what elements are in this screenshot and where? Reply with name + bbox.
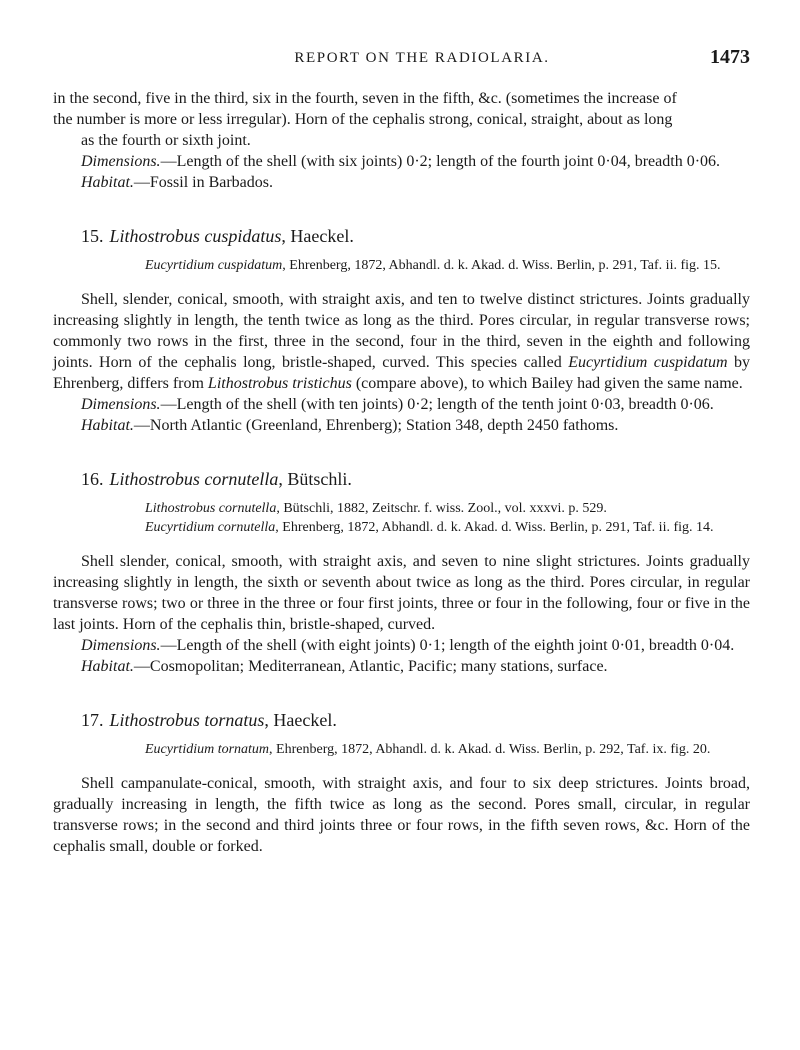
habitat-15 — [53, 415, 750, 436]
taxon-name: Eucyrtidium cuspidatum — [568, 354, 728, 371]
synonym-name: Eucyrtidium cornutella — [145, 520, 276, 535]
dimensions-label: Dimensions. — [81, 153, 161, 170]
synonym-reference — [145, 740, 748, 759]
synonym-citation: , Ehrenberg, 1872, Abhandl. d. k. Akad. d. Wiss. Berlin, p. 291, Taf. ii. fig. 15. — [282, 258, 721, 273]
habitat-text: —Cosmopolitan; Mediterranean, Atlantic, Pacific; many stations, surface. — [133, 658, 608, 675]
description-15 — [53, 289, 750, 394]
dimensions-text: —Length of the shell (with ten joints) 0·2; length of the tenth joint 0·03, breadth 0·06. — [160, 396, 714, 413]
description-text: (compare above), to which Bailey had given the same name. — [351, 375, 743, 392]
species-number: 17. — [81, 710, 104, 730]
dimensions-16 — [53, 635, 750, 656]
description-16: Shell slender, conical, smooth, with straight axis, and seven to nine slight strictures. Joints gradually increasing slightly in length, the sixth or seventh about twice as long as the third. Pores circular, in regular transverse rows; two or three in the three or four first joints, three or four in the following, four or five in the last joints. Horn of the cephalis thin, bristle-shaped, curved. — [53, 553, 750, 633]
synonym-reference — [145, 499, 748, 518]
species-author: , Haeckel. — [281, 226, 354, 246]
synonym-reference — [145, 256, 748, 275]
dimensions-text: —Length of the shell (with eight joints) 0·1; length of the eighth joint 0·01, breadth 0·04. — [160, 637, 735, 654]
species-heading-17 — [81, 709, 750, 731]
habitat-text: —Fossil in Barbados. — [133, 174, 274, 191]
running-title: REPORT ON THE RADIOLARIA. — [294, 50, 550, 66]
species-name: Lithostrobus cuspidatus — [109, 226, 282, 246]
species-heading-16 — [81, 468, 750, 490]
habitat-text: —North Atlantic (Greenland, Ehrenberg); Station 348, depth 2450 fathoms. — [133, 417, 619, 434]
synonym-citation: , Bütschli, 1882, Zeitschr. f. wiss. Zool., vol. xxxvi. p. 529. — [276, 501, 607, 516]
species-number: 15. — [81, 226, 104, 246]
page-body — [53, 88, 750, 857]
dimensions-label: Dimensions. — [81, 396, 161, 413]
intro-line: as the fourth or sixth joint. — [81, 132, 251, 149]
synonymy-16 — [145, 499, 748, 537]
species-name: Lithostrobus cornutella — [109, 469, 279, 489]
synonymy-17 — [145, 740, 748, 759]
taxon-name: Lithostrobus tristichus — [207, 375, 352, 392]
habitat-label: Habitat. — [81, 174, 134, 191]
species-number: 16. — [81, 469, 104, 489]
habitat-label: Habitat. — [81, 417, 134, 434]
synonym-name: Eucyrtidium cuspidatum — [145, 258, 283, 273]
running-header — [52, 46, 752, 70]
description-text: Shell, slender, conical, smooth, with straight axis, and ten to twelve distinct strictures. Joints gradually increasing slightly in length, the tenth twice as long as the third. Pores circular, in regular transverse rows; commonly two rows in the first, three in the second, four in the third, seven in the eighth and following joints. Horn of the cephalis long, bristle-shaped, curved. This species called — [53, 291, 750, 371]
intro-line: in the second, five in the third, six in the fourth, seven in the fifth, &c. (sometimes the increase of — [53, 90, 677, 107]
synonymy-15 — [145, 256, 748, 275]
species-heading-15 — [81, 225, 750, 247]
synonym-citation: , Ehrenberg, 1872, Abhandl. d. k. Akad. d. Wiss. Berlin, p. 291, Taf. ii. fig. 14. — [275, 520, 714, 535]
habitat-16 — [53, 656, 750, 677]
synonym-citation: , Ehrenberg, 1872, Abhandl. d. k. Akad. d. Wiss. Berlin, p. 292, Taf. ix. fig. 20. — [269, 742, 711, 757]
page-number: 1473 — [710, 46, 750, 68]
intro-dimensions — [53, 151, 750, 172]
intro-habitat — [53, 172, 750, 193]
synonym-name: Lithostrobus cornutella — [145, 501, 277, 516]
species-name: Lithostrobus tornatus — [109, 710, 265, 730]
description-17: Shell campanulate-conical, smooth, with straight axis, and four to six deep strictures. Joints broad, gradually increasing in length, the fifth twice as long as the second. Pores small, circular, in regular transverse rows; in the second and third joints three or four rows, in the fifth seven rows, &c. Horn of the cephalis small, double or forked. — [53, 775, 750, 855]
habitat-label: Habitat. — [81, 658, 134, 675]
intro-line: the number is more or less irregular). Horn of the cephalis strong, conical, straight, about as long — [53, 111, 673, 128]
dimensions-label: Dimensions. — [81, 637, 161, 654]
description-text: by Ehrenberg, differs from — [53, 354, 750, 392]
synonym-name: Eucyrtidium tornatum — [145, 742, 270, 757]
synonym-reference — [145, 518, 748, 537]
species-author: , Bütschli. — [278, 469, 352, 489]
species-author: , Haeckel. — [264, 710, 337, 730]
dimensions-text: —Length of the shell (with six joints) 0·2; length of the fourth joint 0·04, breadth 0·06. — [160, 153, 721, 170]
dimensions-15 — [53, 394, 750, 415]
intro-description — [53, 88, 750, 151]
